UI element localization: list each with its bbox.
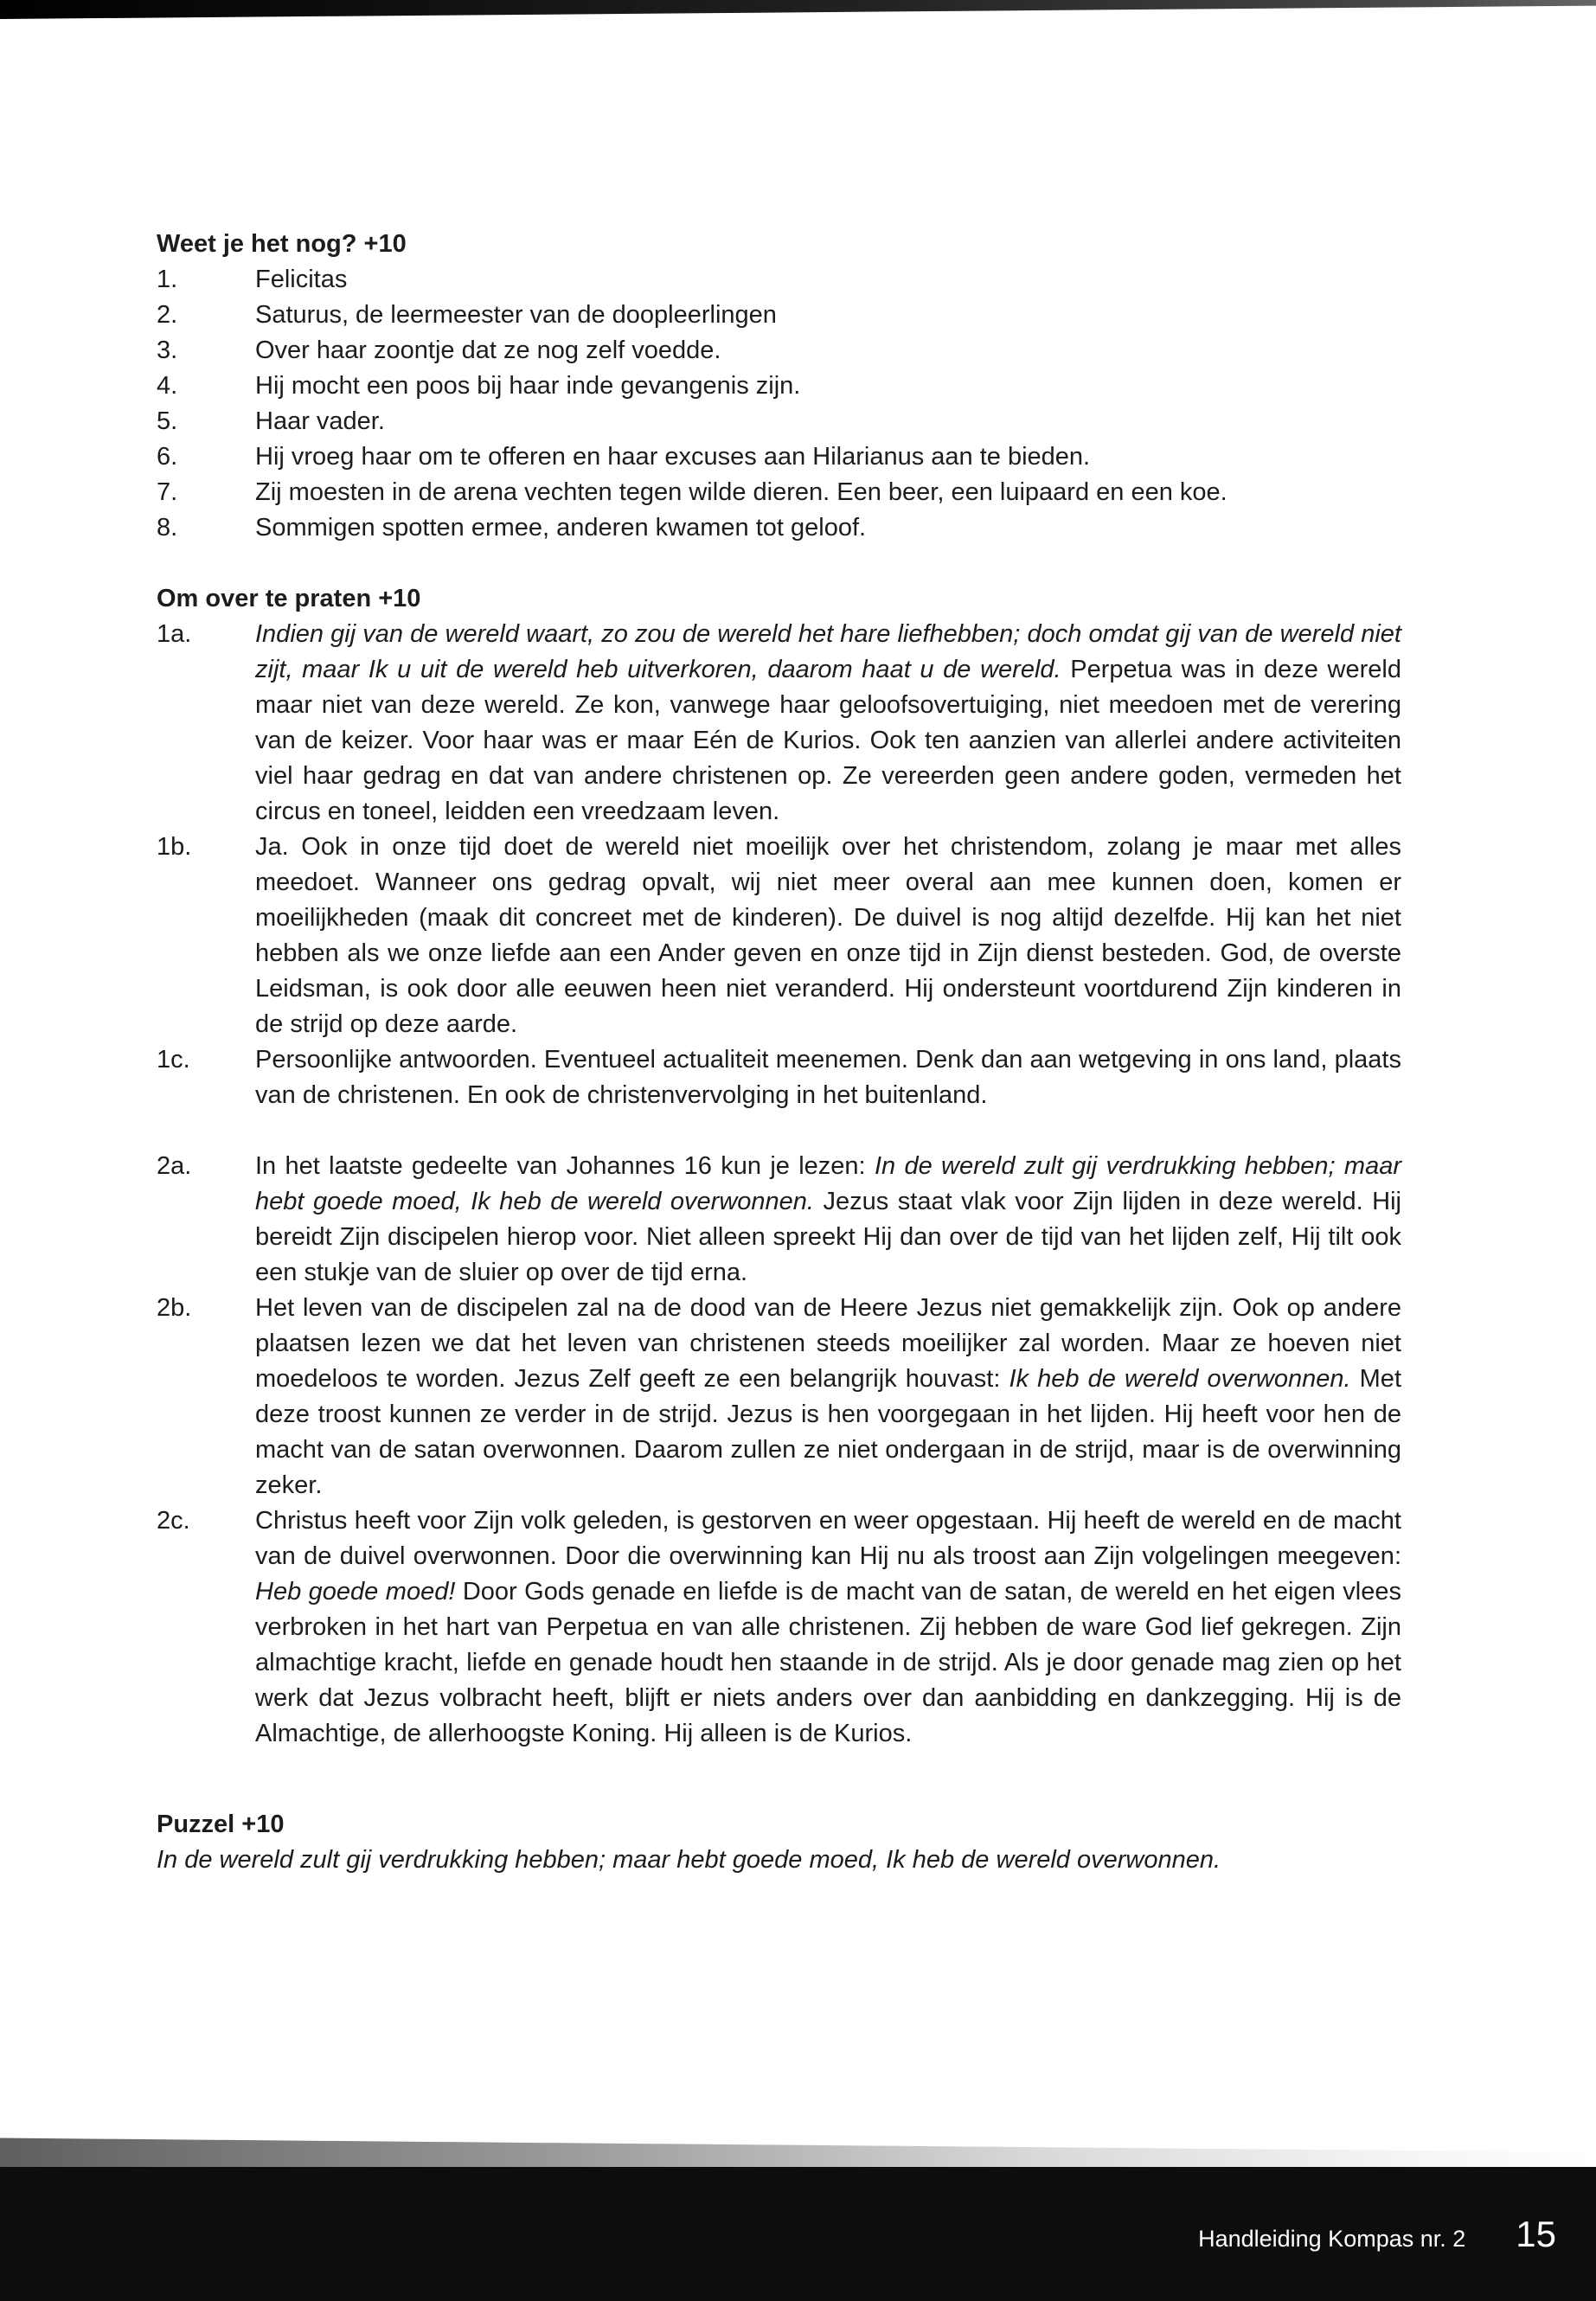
item-number: 6. (157, 443, 178, 471)
body-text: Het leven van de discipelen zal na de dood van de Heere Jezus niet gemakkelijk zijn. Ook op andere plaatsen lezen we dat het leven van christenen steeds moeilijker zal worden. Maar ze hoeven niet moedeloos te worden. Jezus Zelf geeft ze een belangrijk houvast: (255, 1294, 1401, 1393)
item-text (255, 1503, 1401, 1752)
item-text (255, 1042, 1401, 1113)
body-text: Perpetua was in deze wereld maar niet van deze wereld. Ze kon, vanwege haar geloofsovertuiging, niet meedoen met de verering van de keizer. Voor haar was er maar Eén de Kurios. Ook ten aanzien van allerlei andere activiteiten viel haar gedrag en dat van andere christenen op. Ze vereerden geen andere goden, vermeden het circus en toneel, leidden een vreedzaam leven. (255, 656, 1401, 825)
item-number: 1c. (157, 1046, 190, 1074)
list-item (157, 333, 1401, 369)
footer-swoosh (0, 2134, 1596, 2167)
section-title: Weet je het nog? +10 (157, 230, 407, 258)
list-item (157, 1042, 1401, 1113)
footer-page-number: 15 (1516, 2213, 1556, 2254)
item-number: 3. (157, 336, 178, 364)
list-item (157, 475, 1401, 510)
list-item (157, 510, 1401, 546)
list-item (157, 369, 1401, 404)
body-text: Persoonlijke antwoorden. Eventueel actualiteit meenemen. Denk dan aan wetgeving in ons land, plaats van de christenen. En ook de christenvervolging in het buitenland. (255, 1046, 1401, 1109)
section-discussion (157, 581, 1401, 1752)
item-number: 7. (157, 478, 178, 506)
item-text: Zij moesten in de arena vechten tegen wilde dieren. Een beer, een luipaard en een koe. (255, 478, 1227, 506)
list-item (157, 439, 1401, 475)
item-number: 1a. (157, 620, 192, 648)
item-text (255, 617, 1401, 830)
item-text: Hij mocht een poos bij haar inde gevangenis zijn. (255, 372, 801, 400)
section-title: Om over te praten +10 (157, 585, 421, 612)
list-item (157, 1503, 1401, 1752)
item-number: 4. (157, 372, 178, 400)
body-text: Jezus staat vlak voor Zijn lijden in deze wereld. Hij bereidt Zijn discipelen hierop voor. Niet alleen spreekt Hij dan over de tijd van het lijden zelf, Hij tilt ook een stukje van de sluier op over de tijd erna. (255, 1188, 1401, 1286)
item-text (255, 1149, 1401, 1291)
list-item (157, 617, 1401, 830)
list-item (157, 1291, 1401, 1503)
list-item (157, 404, 1401, 439)
item-text: Haar vader. (255, 407, 385, 435)
page-content (157, 227, 1401, 1878)
item-number: 5. (157, 407, 178, 435)
item-text: Felicitas (255, 266, 348, 293)
puzzle-text: In de wereld zult gij verdrukking hebben; maar hebt goede moed, Ik heb de wereld overwonnen. (157, 1846, 1221, 1874)
section-quiz (157, 227, 1401, 546)
section-puzzle (157, 1807, 1401, 1878)
item-text: Saturus, de leermeester van de doopleerlingen (255, 301, 777, 329)
item-text (255, 1291, 1401, 1503)
quote-text: In de wereld zult gij verdrukking hebben; maar hebt goede moed, Ik heb de wereld overwonnen. (255, 1152, 1402, 1215)
item-number: 1b. (157, 833, 192, 861)
quote-text: Ik heb de wereld overwonnen. (1009, 1365, 1351, 1393)
quote-text: Indien gij van de wereld waart, zo zou de wereld het hare liefhebben; doch omdat gij van de wereld niet zijt, maar Ik u uit de wereld heb uitverkoren, daarom haat u de wereld. (255, 620, 1401, 683)
list-item (157, 830, 1401, 1042)
list-item (157, 1149, 1401, 1291)
item-text (255, 830, 1401, 1042)
body-text: Christus heeft voor Zijn volk geleden, is gestorven en weer opgestaan. Hij heeft de wereld en de macht van de duivel overwonnen. Door die overwinning kan Hij nu als troost aan Zijn volgelingen meegeven: (255, 1507, 1401, 1570)
footer-bar (0, 2167, 1596, 2301)
item-number: 8. (157, 514, 178, 542)
top-rule (0, 0, 1596, 19)
item-number: 2c. (157, 1507, 190, 1535)
footer-label: Handleiding Kompas nr. 2 (1198, 2225, 1466, 2252)
body-text: Door Gods genade en liefde is de macht van de satan, de wereld en het eigen vlees verbroken in het hart van Perpetua en van alle christenen. Zij hebben de ware God lief gekregen. Zijn almachtige kracht, liefde en genade houdt hen staande in de strijd. Als je door genade mag zien op het werk dat Jezus volbracht heeft, blijft er niets anders over dan aanbidding en dankzegging. Hij is de Almachtige, de allerhoogste Koning. Hij alleen is de Kurios. (255, 1578, 1402, 1747)
item-text: Sommigen spotten ermee, anderen kwamen tot geloof. (255, 514, 867, 542)
list-item (157, 262, 1401, 298)
body-text: In het laatste gedeelte van Johannes 16 kun je lezen: (255, 1152, 875, 1180)
body-text: Ja. Ook in onze tijd doet de wereld niet moeilijk over het christendom, zolang je maar met alles meedoet. Wanneer ons gedrag opvalt, wij niet meer overal aan mee kunnen doen, komen er moeilijkheden (maak dit concreet met de kinderen). De duivel is nog altijd dezelfde. Hij kan het niet hebben als we onze liefde aan een Ander geven en onze tijd in Zijn dienst besteden. God, de overste Leidsman, is ook door alle eeuwen heen niet veranderd. Hij ondersteunt voortdurend Zijn kinderen in de strijd op deze aarde. (255, 833, 1401, 1038)
item-number: 1. (157, 266, 178, 293)
footer-line (1198, 2214, 1596, 2255)
body-text: Met deze troost kunnen ze verder in de strijd. Jezus is hen voorgegaan in het lijden. Hij heeft voor hen de macht van de satan overwonnen. Daarom zullen ze niet ondergaan in de strijd, maar is de overwinning zeker. (255, 1365, 1401, 1499)
section-title: Puzzel +10 (157, 1811, 285, 1838)
item-number: 2. (157, 301, 178, 329)
item-number: 2b. (157, 1294, 192, 1322)
item-number: 2a. (157, 1152, 192, 1180)
item-text: Hij vroeg haar om te offeren en haar excuses aan Hilarianus aan te bieden. (255, 443, 1091, 471)
quote-text: Heb goede moed! (255, 1578, 456, 1606)
item-text: Over haar zoontje dat ze nog zelf voedde. (255, 336, 721, 364)
list-item (157, 298, 1401, 333)
